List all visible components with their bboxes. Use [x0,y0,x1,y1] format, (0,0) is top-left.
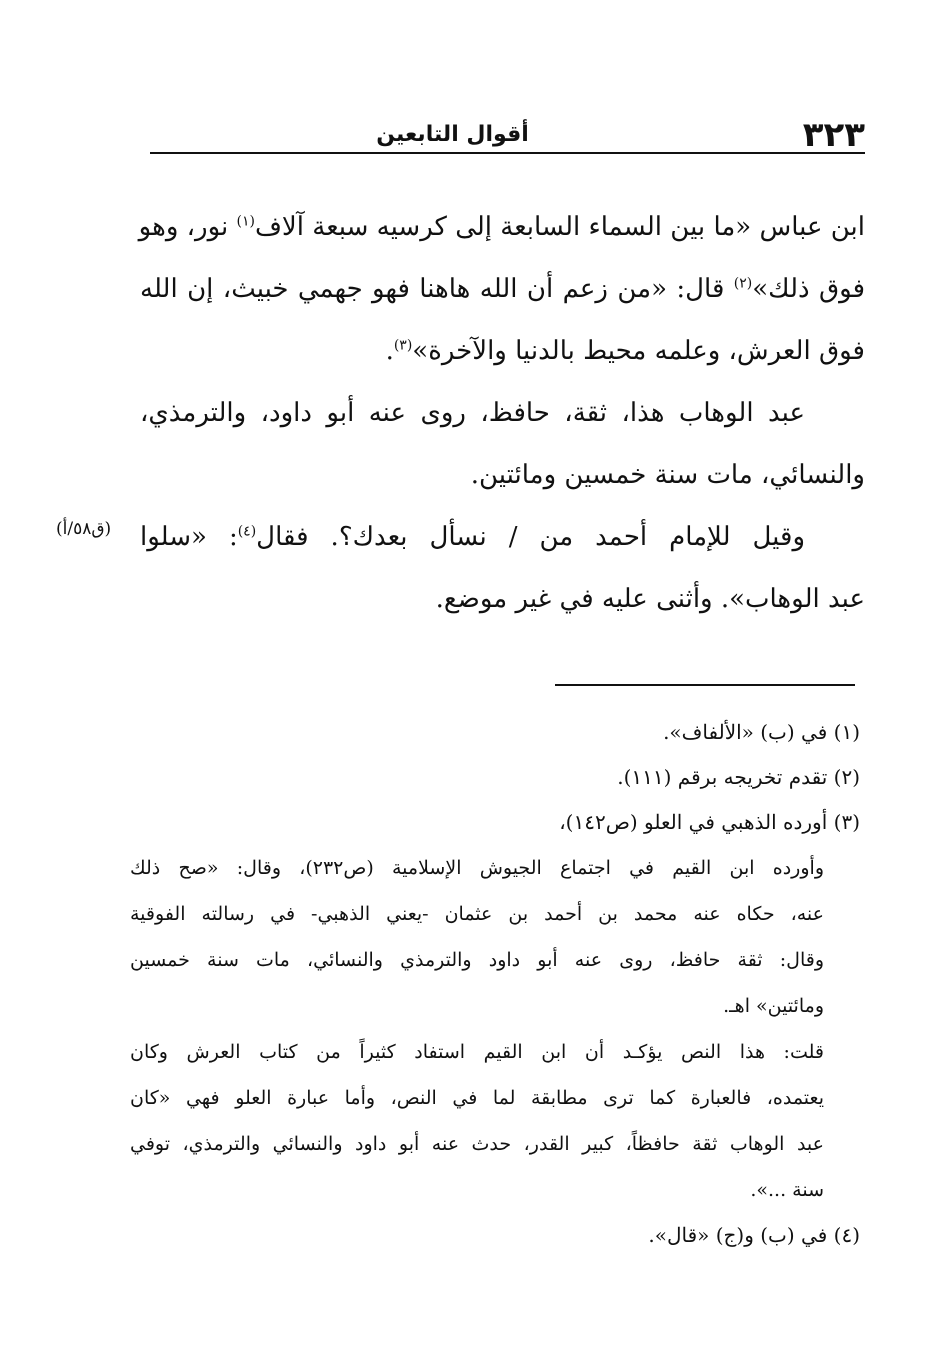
text-segment: فوق ذلك» [752,274,865,304]
margin-manuscript-note: (ق٥٨/أ) [56,519,112,539]
text-line-6 [140,506,865,568]
text-line-4 [140,382,865,444]
text-segment: قال: «من زعم أن الله هاهنا فهو جهمي خبيث، إن الله [140,274,725,304]
running-title: أقوال التابعين [376,122,529,147]
header-rule [150,152,865,154]
footnote-3-continuation [130,845,860,1213]
footnote-line: وقال: ثقة حافظ، روى عنه أبو داود والترمذي والنسائي، مات سنة خمسين [130,949,824,971]
footnote-1: (١) في (ب) «الألفاف». [663,720,860,744]
text-segment: فوق العرش، وعلمه محيط بالدنيا والآخرة» [412,336,865,366]
footnote-line: عنه، حكاه عنه محمد بن أحمد بن عثمان -يعني الذهبي- في رسالته الفوقية [130,903,824,925]
footnote-ref-4: (٤) [237,523,257,540]
text-line-7 [140,568,865,630]
footnotes [130,710,860,1258]
text-segment: ابن عباس «ما بين السماء السابعة إلى كرسيه سبعة آلاف [254,212,865,242]
text-segment: عبد الوهاب». وأثنى عليه في غير موضع. [435,584,865,614]
footnote-line: ومائتين» اهـ. [723,995,824,1017]
footnote-separator [555,684,855,686]
text-line-2 [140,258,865,320]
main-text [140,196,865,630]
footnote-ref-2: (٢) [733,275,753,292]
text-segment: عبد الوهاب هذا، ثقة، حافظ، روى عنه أبو داود، والترمذي، [140,398,805,428]
footnote-line: وأورده ابن القيم في اجتماع الجيوش الإسلامية (ص٢٣٢)، وقال: «صح ذلك [130,857,824,879]
text-segment: والنسائي، مات سنة خمسين ومائتين. [470,460,865,490]
footnote-ref-3: (٣) [393,337,413,354]
text-line-3 [140,320,865,382]
text-line-5 [140,444,865,506]
footnote-line: يعتمده، فالعبارة كما ترى مطابقة لما في النص، وأما عبارة العلو فهي «كان [130,1087,824,1109]
text-segment: نور، وهو [138,212,229,242]
text-segment: : «سلوا [140,522,238,552]
footnote-line: سنة ...». [750,1179,824,1201]
footnote-4: (٤) في (ب) و(ج) «قال». [648,1223,860,1247]
text-segment: . [385,336,394,366]
text-segment: وقيل للإمام أحمد من / نسأل بعدك؟. فقال [256,522,805,552]
footnote-3: (٣) أورده الذهبي في العلو (ص١٤٢)، [559,810,860,834]
footnote-ref-1: (١) [236,213,255,230]
footnote-line: عبد الوهاب ثقة حافظاً، كبير القدر، حدث عنه أبو داود والنسائي والترمذي، توفي [130,1133,824,1155]
footnote-2: (٢) تقدم تخريجه برقم (١١١). [617,765,860,789]
text-line-1 [140,196,865,258]
footnote-line: قلت: هذا النص يؤكـد أن ابن القيم استفاد كثيراً من كتاب العرش وكان [130,1041,824,1063]
page-number: ٣٢٣ [802,115,865,155]
